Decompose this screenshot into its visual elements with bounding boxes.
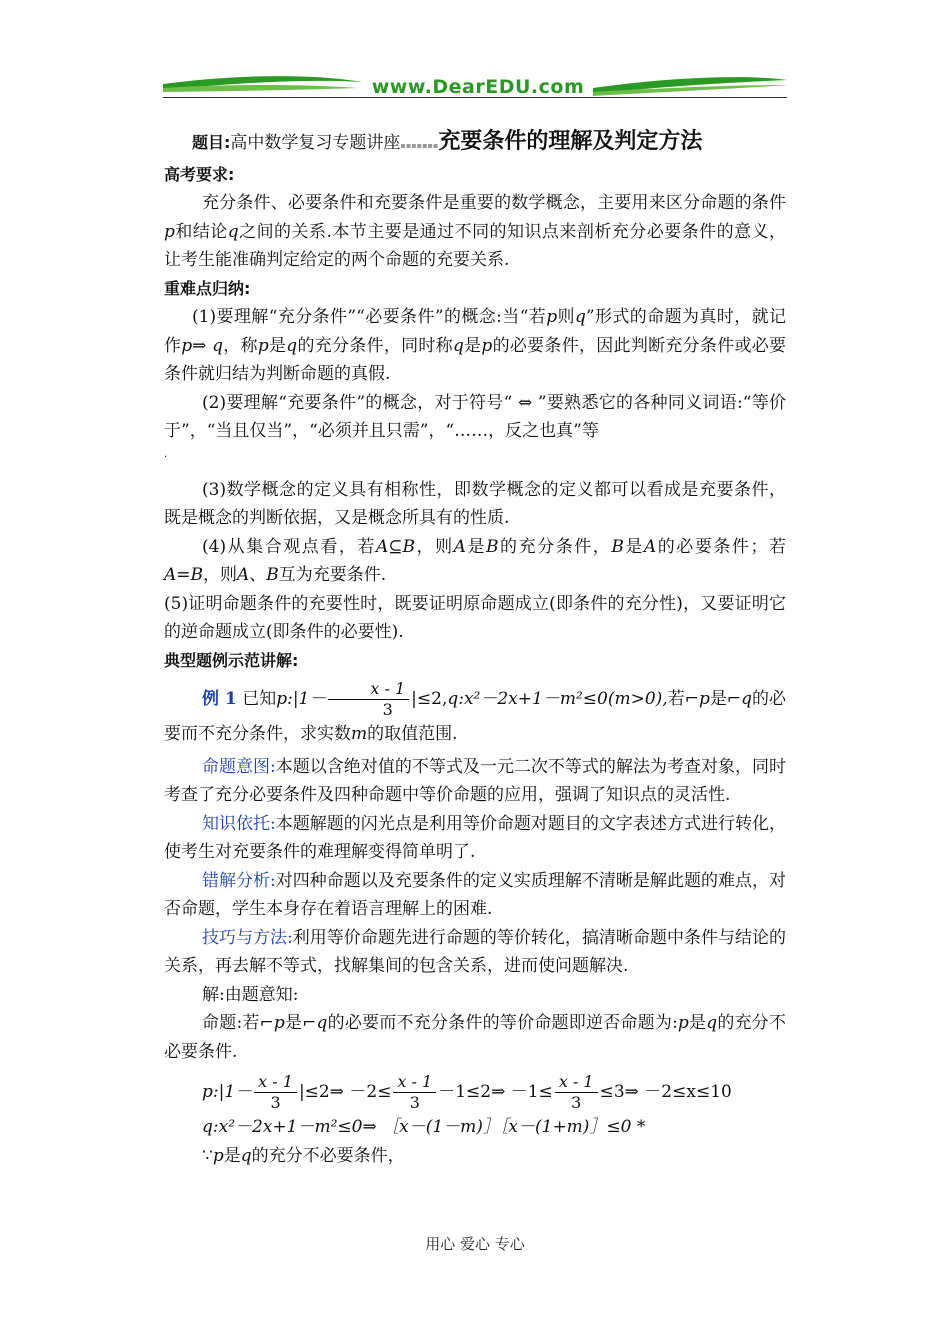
header-rule [163,97,787,98]
requirements-paragraph: 充分条件、必要条件和充要条件是重要的数学概念，主要用来区分命题的条件p和结论q之间的关系.本节主要是通过不同的知识点来剖析充分必要条件的意义，让考生能准确判定给定的两个命题的充要关系. [164,193,787,270]
solution-equation-2: q:x²－2x+1－m²≤0⇒ ［x－(1－m)］［x－(1+m)］≤0 * [202,1117,646,1137]
key-points-heading: 重难点归纳: [164,278,251,298]
point-2: (2)要理解“充要条件”的概念，对于符号“ ⇔ ”要熟悉它的各种同义词语:“等价于”，“当且仅当”，“必须并且只需”，“……，反之也真”等 [164,392,786,441]
document-body [164,128,786,1170]
analysis-error: 错解分析:对四种命题以及充要条件的定义实质理解不清晰是解此题的难点，对否命题，学生本身存在着语言理解上的困难. [164,870,786,919]
solution-line-2: 命题:若⌐p是⌐q的必要而不充分条件的等价命题即逆否命题为:p是q的充分不必要条件. [164,1013,786,1062]
title-label: 题目: [192,133,231,152]
page-footer: 用心 爱心 专心 [425,1235,525,1253]
point-5: (5)证明命题条件的充要性时，既要证明原命题成立(即条件的充分性)，又要证明它的逆命题成立(即条件的必要性). [164,593,786,642]
examples-heading: 典型题例示范讲解: [164,650,299,670]
point-2-end: . [164,448,168,460]
point-1: (1)要理解“充分条件”“必要条件”的概念:当“若p则q”形式的命题为真时，就记作p⇒ q，称p是q的充分条件，同时称q是p的必要条件，因此判断充分条件或必要条件就归结为判断命题的真假. [164,307,787,384]
site-logo-text[interactable]: www.DearEDU.com [371,76,585,98]
example-label: 例 1 [202,689,237,709]
point-4: (4)从集合观点看，若A⊆B，则A是B的充分条件，B是A的必要条件；若A=B，则A、B互为充要条件. [164,536,787,585]
title-subject: 高中数学复习专题讲座 [230,133,401,153]
page-title: 题目:高中数学复习专题讲座▪▪▪▪▪▪▪充要条件的理解及判定方法 [192,129,703,154]
solution-equation-1: p:|1－ $\frac{x - 1}{3}$ |≤2⇒ －2≤ $\frac{x - 1}{3}$ －1≤2⇒ －1≤ $\frac{x - 1}{3}$ ≤3⇒ －2≤x≤10 [202,1072,732,1112]
solution-line-1: 解:由题意知: [202,984,299,1005]
example-1-statement: 例 1 已知p:|1－ $\frac{x - 1}{3}$ |≤2,q:x²－2x+1－m²≤0(m>0),若⌐p是⌐q的必要而不充分条件，求实数m的取值范围. [164,679,787,744]
point-3: (3)数学概念的定义具有相称性，即数学概念的定义都可以看成是充要条件，既是概念的判断依据，又是概念所具有的性质. [164,479,786,528]
fraction: $\frac{x - 1}{3}$ [328,679,409,720]
solution-line-3: ∵p是q的充分不必要条件， [202,1145,405,1166]
requirements-heading: 高考要求: [164,164,235,184]
title-main: 充要条件的理解及判定方法 [438,129,703,154]
analysis-basis: 知识依托:本题解题的闪光点是利用等价命题对题目的文字表述方式进行转化，使考生对充要条件的难理解变得简单明了. [164,813,786,862]
analysis-intent: 命题意图:本题以含绝对值的不等式及一元二次不等式的解法为考查对象，同时考查了充分必要条件及四种命题中等价命题的应用，强调了知识点的灵活性. [164,756,786,805]
analysis-skill: 技巧与方法:利用等价命题先进行命题的等价转化，搞清晰命题中条件与结论的关系，再去解不等式，找解集间的包含关系，进而使问题解决. [164,927,787,976]
